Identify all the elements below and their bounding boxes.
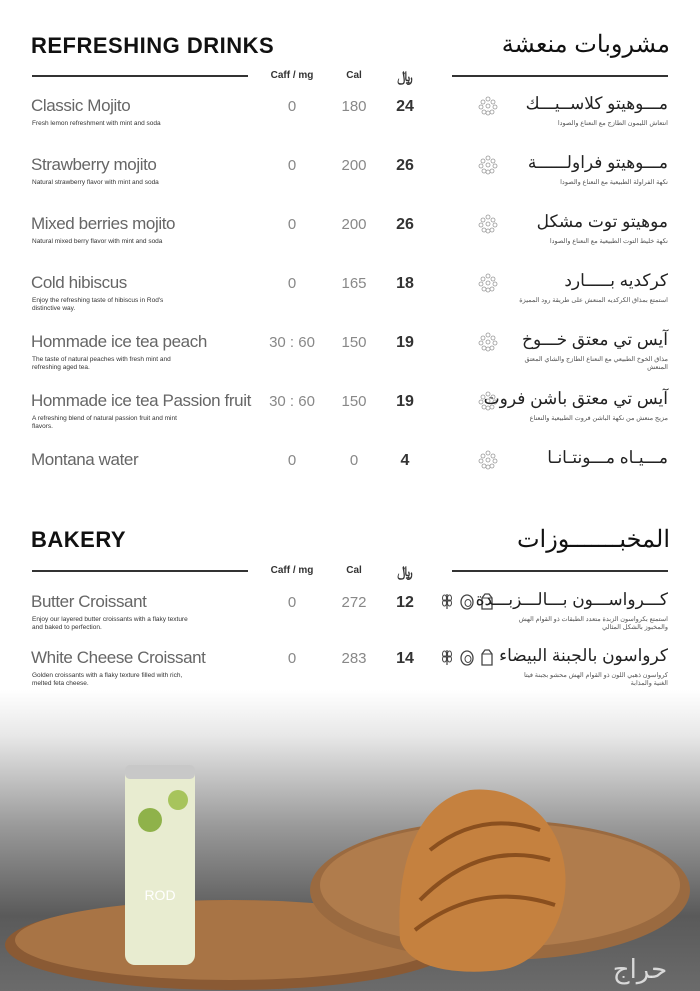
col-caff: Caff / mg [270, 70, 314, 81]
menu-item [0, 332, 700, 390]
item-caffeine: 0 [287, 594, 297, 611]
item-caffeine: 30 : 60 [269, 334, 315, 351]
item-calories: 200 [341, 216, 367, 233]
item-price: 24 [396, 98, 414, 115]
mint-leaves-icon [478, 332, 498, 352]
item-price: 4 [400, 452, 410, 469]
milk-icon [480, 648, 494, 671]
col-price-riyal: ﷼ [397, 68, 413, 84]
item-name-ar: كرواسون بالجبنة البيضاء [499, 646, 668, 665]
mint-leaves-icon [478, 273, 498, 293]
menu-item [0, 214, 700, 272]
divider [32, 75, 248, 77]
menu-item [0, 592, 700, 650]
drinks-title-ar: مشروبات منعشة [501, 31, 670, 58]
mint-leaves-icon [478, 450, 498, 470]
item-name: Cold hibiscus [31, 273, 127, 292]
item-price: 12 [396, 594, 414, 611]
item-description-ar: مزيج منعش من نكهة الباشن فروت الطبيعية والنعناع [529, 415, 668, 422]
item-calories: 283 [341, 650, 367, 667]
item-price: 26 [396, 216, 414, 233]
item-caffeine: 0 [287, 650, 297, 667]
mint-leaves-icon [478, 155, 498, 175]
wheat-icon [440, 592, 454, 615]
item-name: Montana water [31, 450, 139, 469]
item-price: 26 [396, 157, 414, 174]
col-caff: Caff / mg [270, 565, 314, 576]
item-calories: 165 [341, 275, 367, 292]
item-price: 19 [396, 334, 414, 351]
item-name-ar: آيس تي معتق باشن فروت [483, 389, 668, 408]
item-name-ar: مـــيـاه مـــونتـانـا [547, 448, 668, 467]
wheat-icon [440, 648, 454, 671]
item-description-ar: نكهة خليط التوت الطبيعية مع النعناع والصودا [549, 238, 668, 245]
item-description: Fresh lemon refreshment with mint and soda [32, 120, 161, 127]
item-calories: 200 [341, 157, 367, 174]
item-caffeine: 0 [287, 98, 297, 115]
item-description-ar: نكهة الفراولة الطبيعية مع النعناع والصودا [560, 179, 668, 186]
item-calories: 150 [341, 334, 367, 351]
item-name-ar: موهيتو توت مشكل [536, 212, 668, 231]
item-name-ar: مـــوهيتو فراولــــــة [527, 153, 668, 172]
croissant [399, 790, 565, 972]
item-caffeine: 0 [287, 157, 297, 174]
item-name-ar: كـــرواســـون بـــالـــزبـــدة [475, 590, 668, 609]
item-name: White Cheese Croissant [31, 648, 206, 667]
product-photo [0, 690, 700, 991]
item-name: Hommade ice tea peach [31, 332, 207, 351]
item-name: Hommade ice tea Passion fruit [31, 391, 251, 410]
can-logo: ROD [144, 887, 176, 903]
item-name-ar: آيس تي معتق خـــوخ [521, 330, 668, 349]
col-price-riyal: ﷼ [397, 563, 413, 579]
item-name: Strawberry mojito [31, 155, 157, 174]
item-description: Enjoy our layered butter croissants with a flaky texture and baked to perfection. [32, 616, 188, 631]
item-name-ar: كركديه بـــــارد [564, 271, 668, 290]
item-price: 19 [396, 393, 414, 410]
menu-item [0, 391, 700, 449]
item-description: Natural mixed berry flavor with mint and soda [32, 238, 163, 245]
item-calories: 0 [349, 452, 359, 469]
divider [452, 75, 668, 77]
menu-item [0, 155, 700, 213]
col-cal: Cal [346, 565, 362, 576]
egg-icon [459, 592, 475, 615]
menu-item [0, 450, 700, 508]
mint-leaves-icon [478, 96, 498, 116]
item-description: The taste of natural peaches with fresh mint and refreshing aged tea. [32, 356, 171, 371]
item-caffeine: 30 : 60 [269, 393, 315, 410]
item-calories: 272 [341, 594, 367, 611]
bakery-title: BAKERY [31, 527, 127, 552]
item-description: Enjoy the refreshing taste of hibiscus in Rod's distinctive way. [32, 297, 164, 312]
item-price: 18 [396, 275, 414, 292]
item-caffeine: 0 [287, 275, 297, 292]
col-cal: Cal [346, 70, 362, 81]
drinks-title: REFRESHING DRINKS [31, 33, 275, 58]
item-name: Classic Mojito [31, 96, 131, 115]
allergen-icons [440, 648, 494, 671]
bakery-title-ar: المخبـــــــوزات [516, 526, 670, 553]
item-description-ar: استمتع بمذاق الكركديه المنعش على طريقة رود المميزة [519, 297, 668, 304]
divider [32, 570, 248, 572]
menu-item [0, 96, 700, 154]
item-price: 14 [396, 650, 414, 667]
item-description-ar: انتعاش الليمون الطازج مع النعناع والصودا [557, 120, 668, 127]
item-description: Natural strawberry flavor with mint and soda [32, 179, 159, 186]
mint-leaves-icon [478, 214, 498, 234]
item-description: A refreshing blend of natural passion fruit and mint flavors. [32, 415, 177, 430]
item-caffeine: 0 [287, 452, 297, 469]
menu-item [0, 273, 700, 331]
item-description-ar: مذاق الخوخ الطبيعي مع النعناع الطازج والشاي المعتق المنعش [524, 356, 668, 371]
item-calories: 150 [341, 393, 367, 410]
item-calories: 180 [341, 98, 367, 115]
item-name: Butter Croissant [31, 592, 147, 611]
egg-icon [459, 648, 475, 671]
item-description-ar: استمتع بكرواسون الزبدة متعدد الطبقات ذو القوام الهش والمخبوز بالشكل المثالي [518, 616, 668, 631]
item-caffeine: 0 [287, 216, 297, 233]
item-name-ar: مـــوهيتو كلاســيـــك [525, 94, 668, 113]
item-description-ar: كرواسون ذهبي اللون ذو القوام الهش محشو بجبنة فيتا الغنية والمذابة [523, 672, 668, 687]
photo-illustration [0, 690, 700, 991]
item-description: Golden croissants with a flaky texture filled with rich, melted feta cheese. [32, 672, 183, 687]
divider [452, 570, 668, 572]
watermark-logo: حراج [612, 955, 668, 985]
item-name: Mixed berries mojito [31, 214, 176, 233]
